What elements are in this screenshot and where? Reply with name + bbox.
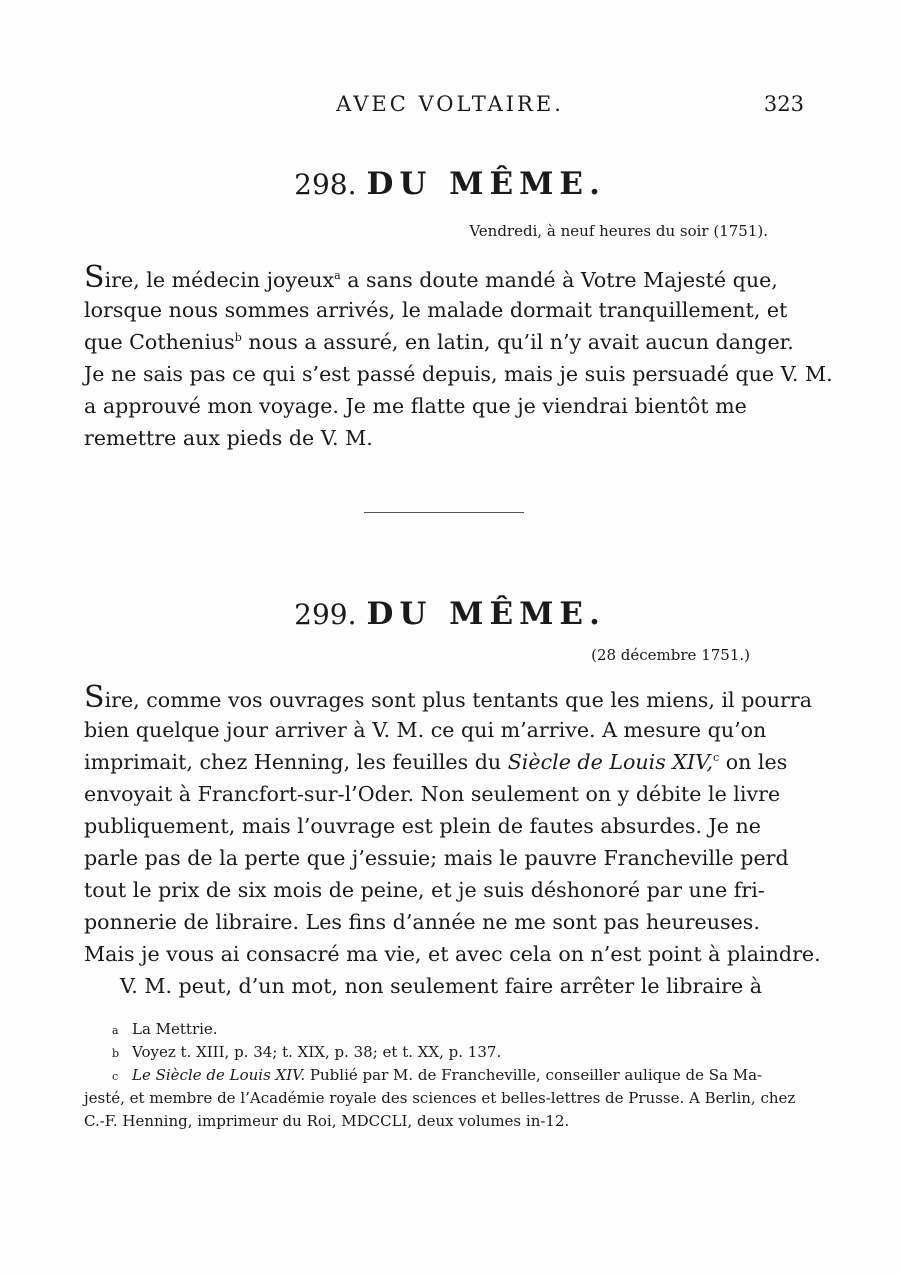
line-text: V. M. peut, d’un mot, non seulement faire arrêter le libraire à: [120, 974, 763, 998]
footnote-ref: b: [234, 331, 242, 345]
letter-298-line: remettre aux pieds de V. M.: [84, 426, 373, 450]
footnote-ref: a: [334, 269, 341, 283]
letter-298-heading: [0, 166, 900, 202]
letter-299-line: ponnerie de libraire. Les fins d’année ne me sont pas heureuses.: [84, 910, 760, 934]
running-head: [0, 92, 900, 122]
letter-299-line: tout le prix de six mois de peine, et je suis déshonoré par une fri-: [84, 878, 765, 902]
footnote-ref: c: [713, 751, 720, 765]
letter-299-number: 299.: [294, 598, 357, 631]
drop-cap: S: [84, 260, 105, 295]
line-text: on les: [719, 750, 788, 774]
letter-299-line: [84, 746, 804, 778]
footnote: [112, 1041, 812, 1064]
letter-298-line: lorsque nous sommes arrivés, le malade dormait tranquillement, et: [84, 298, 788, 322]
running-title: AVEC VOLTAIRE.: [336, 92, 564, 116]
letter-299-dateline: (28 décembre 1751.): [591, 646, 750, 664]
footnote-text: C.-F. Henning, imprimeur du Roi, MDCCLI, deux volumes in-12.: [84, 1112, 570, 1130]
drop-cap: S: [84, 680, 105, 715]
letter-298-number: 298.: [294, 168, 357, 201]
letter-298-body: [84, 260, 833, 454]
line-text: a sans doute mandé à Votre Majesté que,: [340, 268, 778, 292]
letter-299-body: [84, 680, 821, 1002]
letter-299-line: Mais je vous ai consacré ma vie, et avec cela on n’est point à plaindre.: [84, 942, 821, 966]
footnote-italic: Le Siècle de Louis XIV.: [132, 1066, 306, 1084]
line-text: que Cothenius: [84, 330, 235, 354]
line-text: ire, comme vos ouvrages sont plus tentants que les miens, il pourra: [104, 688, 813, 712]
letter-298-line: [84, 262, 804, 294]
letter-299-line: publiquement, mais l’ouvrage est plein de fautes absurdes. Je ne: [84, 814, 761, 838]
letter-298-title: DU MÊME.: [366, 166, 606, 202]
footnote: [112, 1018, 812, 1041]
page-number: 323: [763, 92, 804, 116]
line-text: nous a assuré, en latin, qu’il n’y avait aucun danger.: [241, 330, 794, 354]
footnote-text: Publié par M. de Francheville, conseiller aulique de Sa Ma-: [305, 1066, 763, 1084]
letter-299-line: [84, 680, 813, 715]
letter-298-line: [84, 326, 804, 358]
letter-299-title: DU MÊME.: [366, 596, 606, 632]
letter-299-line: [84, 970, 804, 1002]
footnote-text: Voyez t. XIII, p. 34; t. XIX, p. 38; et t. XX, p. 137.: [132, 1043, 502, 1061]
section-separator: [364, 512, 524, 513]
footnote-mark: a: [112, 1024, 119, 1037]
letter-298-line: Je ne sais pas ce qui s’est passé depuis, mais je suis persuadé que V. M.: [84, 362, 833, 386]
line-text: ire, le médecin joyeux: [104, 268, 335, 292]
footnote: [84, 1087, 812, 1110]
footnote-text: La Mettrie.: [132, 1020, 218, 1038]
footnote-mark: c: [112, 1070, 119, 1083]
letter-298-dateline: Vendredi, à neuf heures du soir (1751).: [469, 222, 768, 240]
letter-299-line: bien quelque jour arriver à V. M. ce qui m’arrive. A mesure qu’on: [84, 718, 767, 742]
letter-299-line: envoyait à Francfort-sur-l’Oder. Non seulement on y débite le livre: [84, 782, 781, 806]
footnote: [84, 1110, 812, 1133]
line-text: imprimait, chez Henning, les feuilles du: [84, 750, 508, 774]
letter-299-line: parle pas de la perte que j’essuie; mais le pauvre Francheville perd: [84, 846, 789, 870]
footnotes: [84, 1018, 812, 1133]
footnote-text: jesté, et membre de l’Académie royale des sciences et belles-lettres de Prusse. A Berlin, chez: [84, 1089, 796, 1107]
letter-299-heading: [0, 596, 900, 632]
footnote: [112, 1064, 812, 1087]
letter-298-line: a approuvé mon voyage. Je me flatte que je viendrai bientôt me: [84, 394, 747, 418]
footnote-mark: b: [112, 1047, 120, 1060]
italic-title: Siècle de Louis XIV,: [507, 750, 713, 774]
